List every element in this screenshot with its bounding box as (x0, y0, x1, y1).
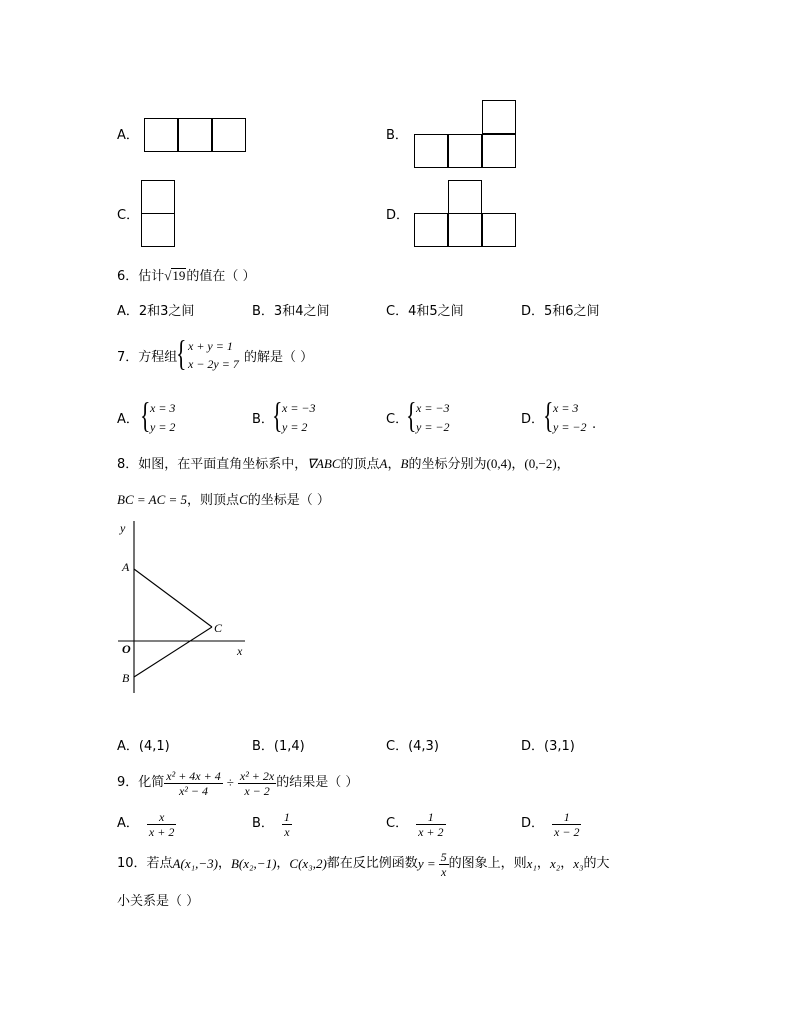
equation-2: x − 2y = 7 (188, 357, 239, 371)
square-cell (141, 213, 175, 247)
q6-option-a: A．2和3之间 (117, 304, 195, 319)
square-cell (414, 134, 448, 168)
point-b-label: B (122, 671, 130, 685)
q6-option-b: B．3和4之间 (252, 304, 330, 319)
square-cell (448, 180, 482, 214)
point-a-label: A (122, 560, 130, 574)
square-cell (482, 134, 516, 168)
coordinate-figure (110, 515, 255, 700)
option-label: A． (117, 128, 139, 143)
square-cell (212, 118, 246, 152)
option-label: D． (386, 208, 410, 223)
x-axis-label: x (237, 644, 243, 658)
brace: { (543, 395, 554, 435)
radicand: 19 (172, 268, 186, 283)
point-c-label: C (214, 621, 223, 635)
brace: { (272, 395, 283, 435)
square-cell (448, 213, 482, 247)
q8-stem-line2: BC = AC = 5，则顶点C的坐标是（ ） (117, 492, 330, 508)
brace: { (140, 395, 151, 435)
side-bc (134, 627, 212, 677)
q9-option-a: A． $\frac{x}{x + 2}$ (117, 809, 175, 839)
fraction-1: $\frac{\text{x² + 4x + 4}}{\text{x² − 4}}$ (166, 768, 221, 798)
q9-option-c: C． $\frac{1}{x + 2}$ (386, 809, 444, 839)
q6-option-c: C．4和5之间 (386, 304, 464, 319)
origin-label: O (122, 642, 131, 656)
option-label: C． (117, 208, 140, 223)
q9-stem: 9．化简 $\frac{\text{x² + 4x + 4}}{\text{x² − 4}}$ ÷ $\frac{\text{x² + 2x}}{x - 2}$ 的结果是（ ） (117, 768, 359, 798)
q9-option-d: D． $\frac{1}{x - 2}$ (521, 809, 580, 839)
q8-option-d: D．(3,1) (521, 739, 575, 754)
q8-option-b: B．(1,4) (252, 739, 305, 754)
q8-option-c: C．(4,3) (386, 739, 439, 754)
square-cell (178, 118, 212, 152)
square-cell (482, 100, 516, 134)
square-cell (448, 134, 482, 168)
q10-stem-line1: 10．若点 A(x₁,−3) ， B(x₂,−1) ， C(x₃,2) 都在反比例函数 y = $\frac{5}{x}$ 的图象上，则 x₁ ， x₂ ， x₃ 的大 (117, 849, 610, 879)
q6-option-d: D．5和6之间 (521, 304, 600, 319)
y-axis-label: y (120, 521, 126, 535)
option-label: B． (386, 128, 408, 143)
brace: { (406, 395, 417, 435)
square-cell (414, 213, 448, 247)
fraction-2: $\frac{\text{x² + 2x}}{x - 2}$ (239, 768, 275, 798)
square-cell (482, 213, 516, 247)
square-cell (144, 118, 178, 152)
q9-option-b: B． $\frac{1}{x}$ (252, 809, 290, 839)
brace: { (176, 333, 187, 373)
function-fraction: $\frac{5}{x}$ (440, 849, 447, 879)
q6-stem: 6．估计√19的值在（ ） (117, 268, 256, 284)
q10-stem-line2: 小关系是（ ） (117, 894, 200, 909)
q8-stem-line1: 8．如图，在平面直角坐标系中，∇ABC的顶点A，B的坐标分别为(0,4)，(0,−2)， (117, 456, 570, 472)
square-cell (141, 180, 175, 214)
q8-option-a: A．(4,1) (117, 739, 170, 754)
side-ac (134, 569, 212, 627)
equation-1: x + y = 1 (188, 339, 233, 353)
